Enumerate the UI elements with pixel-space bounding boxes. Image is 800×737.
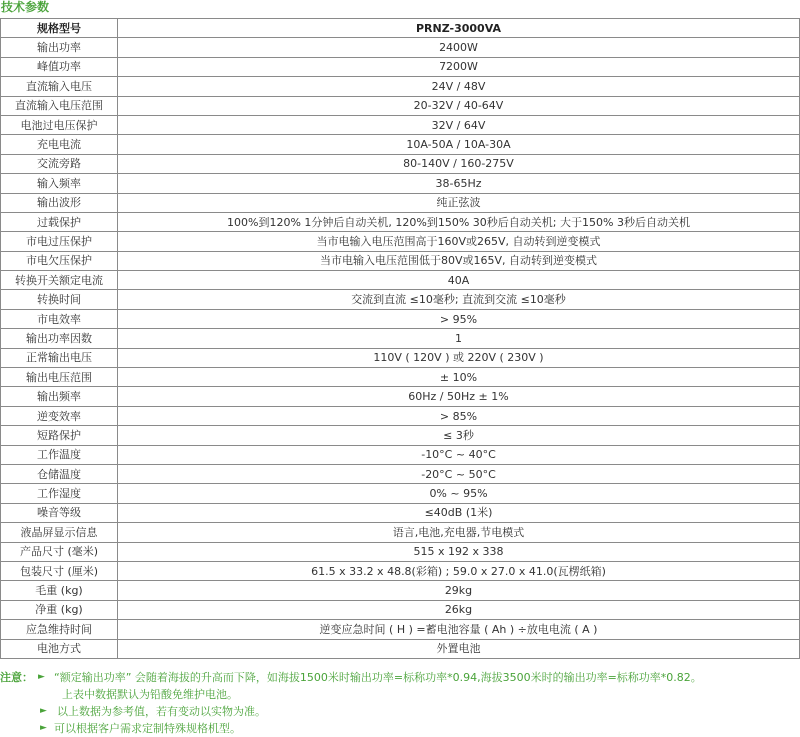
row-value: 61.5 x 33.2 x 48.8(彩箱) ; 59.0 x 27.0 x 41.0(瓦楞纸箱) (118, 561, 800, 580)
row-label: 过载保护 (1, 212, 118, 231)
row-label: 输入频率 (1, 174, 118, 193)
row-label: 输出功率 (1, 38, 118, 57)
row-value: 10A-50A / 10A-30A (118, 135, 800, 154)
table-row (1, 193, 800, 212)
row-value: > 95% (118, 309, 800, 328)
table-row (1, 57, 800, 76)
row-value: 29kg (118, 581, 800, 600)
row-label: 产品尺寸 (毫米) (1, 542, 118, 561)
table-row (1, 542, 800, 561)
row-value: ± 10% (118, 368, 800, 387)
row-value: 外置电池 (118, 639, 800, 658)
table-row (1, 620, 800, 639)
row-label: 输出电压范围 (1, 368, 118, 387)
row-label: 市电欠压保护 (1, 251, 118, 270)
row-value: 32V / 64V (118, 115, 800, 134)
row-value: 交流到直流 ≤10毫秒; 直流到交流 ≤10毫秒 (118, 290, 800, 309)
row-label: 液晶屏显示信息 (1, 523, 118, 542)
row-value: 515 x 192 x 338 (118, 542, 800, 561)
row-value: > 85% (118, 406, 800, 425)
row-label: 市电过压保护 (1, 232, 118, 251)
table-row (1, 426, 800, 445)
note-text: 上表中数据默认为铅酸免维护电池。 (62, 688, 238, 701)
table-row (1, 251, 800, 270)
table-row (1, 445, 800, 464)
row-value: 80-140V / 160-275V (118, 154, 800, 173)
note-line-1 (0, 669, 800, 686)
table-row (1, 484, 800, 503)
row-label: 峰值功率 (1, 57, 118, 76)
header-label: 规格型号 (1, 19, 118, 38)
row-value: 逆变应急时间 ( H ) =蓄电池容量 ( Ah ) ÷放电电流 ( A ) (118, 620, 800, 639)
row-value: 1 (118, 329, 800, 348)
row-label: 毛重 (kg) (1, 581, 118, 600)
table-row (1, 581, 800, 600)
notes-block (0, 669, 800, 737)
row-value: 40A (118, 271, 800, 290)
row-label: 输出频率 (1, 387, 118, 406)
table-row (1, 96, 800, 115)
row-value: 7200W (118, 57, 800, 76)
table-row (1, 212, 800, 231)
table-row (1, 387, 800, 406)
table-row (1, 464, 800, 483)
table-row (1, 406, 800, 425)
table-row (1, 174, 800, 193)
note-text: “额定输出功率” 会随着海拔的升高而下降，如海拔1500米时输出功率=标称功率*0.94,海拔3500米时的输出功率=标称功率*0.82。 (54, 671, 702, 684)
row-label: 净重 (kg) (1, 600, 118, 619)
row-label: 工作湿度 (1, 484, 118, 503)
row-label: 包装尺寸 (厘米) (1, 561, 118, 580)
row-value: 100%到120% 1分钟后自动关机, 120%到150% 30秒后自动关机; 大于150% 3秒后自动关机 (118, 212, 800, 231)
table-row (1, 329, 800, 348)
row-value: 24V / 48V (118, 77, 800, 96)
table-row (1, 77, 800, 96)
row-value: 当市电输入电压范围高于160V或265V, 自动转到逆变模式 (118, 232, 800, 251)
row-label: 交流旁路 (1, 154, 118, 173)
row-label: 噪音等级 (1, 503, 118, 522)
table-row (1, 348, 800, 367)
spec-table (0, 18, 800, 659)
note-line-3 (0, 720, 800, 737)
row-value: 60Hz / 50Hz ± 1% (118, 387, 800, 406)
row-value: 语言,电池,充电器,节电模式 (118, 523, 800, 542)
table-row (1, 115, 800, 134)
row-label: 市电效率 (1, 309, 118, 328)
table-row (1, 600, 800, 619)
section-title: 技术参数 (1, 0, 50, 14)
row-value: -10°C ~ 40°C (118, 445, 800, 464)
table-row (1, 523, 800, 542)
row-label: 工作温度 (1, 445, 118, 464)
row-label: 电池过电压保护 (1, 115, 118, 134)
row-label: 正常输出电压 (1, 348, 118, 367)
row-label: 短路保护 (1, 426, 118, 445)
row-value: 110V ( 120V ) 或 220V ( 230V ) (118, 348, 800, 367)
note-label: 注意： (0, 671, 33, 684)
header-value: PRNZ-3000VA (118, 19, 800, 38)
table-row (1, 38, 800, 57)
table-row (1, 154, 800, 173)
note-line-2 (0, 703, 800, 720)
note-text: 以上数据为参考值，若有变动以实物为准。 (57, 705, 266, 718)
table-header-row (1, 19, 800, 38)
row-label: 电池方式 (1, 639, 118, 658)
table-row (1, 368, 800, 387)
row-value: 26kg (118, 600, 800, 619)
row-value: ≤ 3秒 (118, 426, 800, 445)
row-label: 输出波形 (1, 193, 118, 212)
table-row (1, 290, 800, 309)
row-label: 转换开关额定电流 (1, 271, 118, 290)
table-row (1, 135, 800, 154)
row-value: 当市电输入电压范围低于80V或165V, 自动转到逆变模式 (118, 251, 800, 270)
table-row (1, 232, 800, 251)
row-value: -20°C ~ 50°C (118, 464, 800, 483)
row-label: 转换时间 (1, 290, 118, 309)
row-label: 充电电流 (1, 135, 118, 154)
row-value: 2400W (118, 38, 800, 57)
note-text: 可以根据客户需求定制特殊规格机型。 (54, 722, 241, 735)
row-label: 输出功率因数 (1, 329, 118, 348)
row-label: 直流输入电压 (1, 77, 118, 96)
table-row (1, 639, 800, 658)
row-value: 0% ~ 95% (118, 484, 800, 503)
note-line-1-cont (0, 686, 800, 703)
bullet-arrow-icon: ► (40, 723, 47, 733)
row-value: 38-65Hz (118, 174, 800, 193)
table-row (1, 561, 800, 580)
row-label: 仓储温度 (1, 464, 118, 483)
table-row (1, 503, 800, 522)
table-row (1, 271, 800, 290)
row-label: 逆变效率 (1, 406, 118, 425)
bullet-arrow-icon: ► (38, 672, 45, 682)
row-value: ≤40dB (1米) (118, 503, 800, 522)
bullet-arrow-icon: ► (40, 706, 47, 716)
row-value: 纯正弦波 (118, 193, 800, 212)
row-label: 直流输入电压范围 (1, 96, 118, 115)
row-value: 20-32V / 40-64V (118, 96, 800, 115)
table-row (1, 309, 800, 328)
row-label: 应急维持时间 (1, 620, 118, 639)
